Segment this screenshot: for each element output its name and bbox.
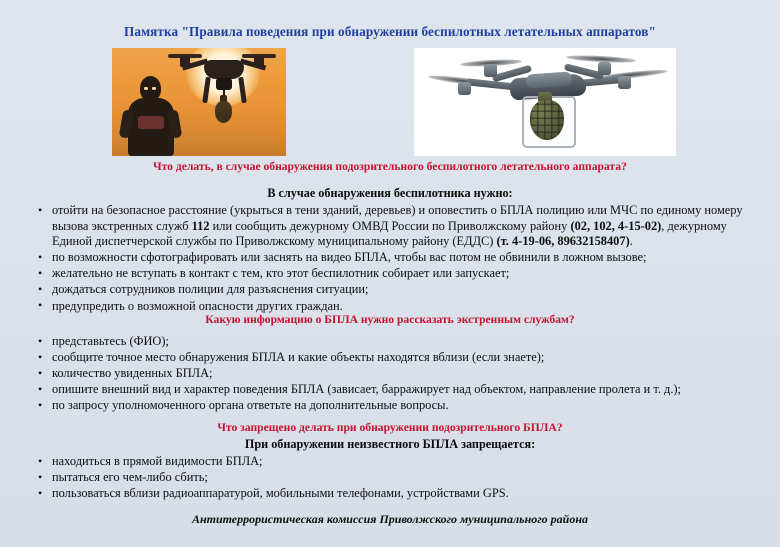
list-item-text: сообщите точное место обнаружения БПЛА и какие объекты находятся вблизи (если знаете);: [52, 350, 545, 365]
drone-motor: [484, 64, 497, 77]
drone-motor: [598, 62, 611, 75]
quadcopter-carrying-grenade-photo: [414, 48, 676, 156]
list-item-text: отойти на безопасное расстояние (укрыться в тени зданий, деревьев) и оповестить о БПЛА полицию или МЧС по единому номеру вызова экстренных служб 112 или сообщить дежурному ОМВД России по Приволжскому району (02, 102, 4-15-02), дежурному Единой диспетчерской службы по Приволжскому муниципальному району (ЕДДС) (т. 4-19-06, 89632158407).: [52, 203, 743, 249]
drone-body: [204, 60, 244, 79]
list-what-info: [34, 334, 750, 414]
list-item: [34, 266, 750, 282]
bullet-list: [34, 334, 750, 414]
image-row: [0, 48, 780, 156]
subheading-what-forbidden: При обнаружении неизвестного БПЛА запрещается:: [244, 437, 536, 451]
list-item-text: количество увиденных БПЛА;: [52, 366, 213, 381]
bullet-list: [34, 454, 750, 502]
grenade-body: [530, 100, 564, 140]
drone-with-grenade-sunset-photo: [112, 48, 286, 156]
list-what-forbidden: [34, 454, 750, 502]
list-item-text: находиться в прямой видимости БПЛА;: [52, 454, 263, 468]
list-item: [34, 366, 750, 382]
list-item: [34, 203, 750, 250]
list-item-text: по запросу уполномоченного органа ответьте на дополнительные вопросы.: [52, 398, 449, 413]
list-item: [34, 486, 750, 502]
drone-motor: [180, 56, 190, 67]
list-item: [34, 334, 750, 350]
list-item: [34, 282, 750, 298]
section-heading-what-info: Какую информацию о БПЛА нужно рассказать экстренным службам?: [205, 313, 575, 326]
list-item-text: по возможности сфотографировать или заснять на видео БПЛА, чтобы вас потом не обвинили в ложном вызове;: [52, 250, 647, 265]
bullet-list: [34, 203, 750, 314]
signature-line: Антитеррористическая комиссия Приволжского муниципального района: [191, 512, 589, 526]
list-item-text: опишите внешний вид и характер поведения БПЛА (зависает, барражирует над объектом, направление пролета и т. д.);: [52, 382, 681, 397]
list-item: [34, 350, 750, 366]
grenade-body: [215, 101, 232, 123]
list-item-text: дождаться сотрудников полиции для разъяснения ситуации;: [52, 282, 369, 297]
list-item: [34, 382, 750, 398]
drone-motor: [458, 82, 471, 95]
section-heading-what-forbidden: Что запрещено делать при обнаружении подозрительного БПЛА?: [217, 421, 563, 434]
list-item-text: предупредить о возможной опасности других граждан.: [52, 298, 343, 313]
list-item-text: пользоваться вблизи радиоаппаратурой, мобильными телефонами, устройствами GPS.: [52, 486, 509, 501]
subheading-what-to-do: В случае обнаружения беспилотника нужно:: [267, 186, 513, 200]
list-item: [34, 250, 750, 266]
drone-motor: [618, 76, 631, 89]
list-what-to-do: [34, 203, 750, 315]
man-eye-right: [152, 87, 156, 90]
list-item-text: желательно не вступать в контакт с тем, кто этот беспилотник собирает или запускает;: [52, 266, 510, 281]
man-eye-left: [144, 87, 148, 90]
list-item-text: пытаться его чем-либо сбить;: [52, 470, 208, 485]
list-item: [34, 299, 750, 315]
list-item: [34, 454, 750, 470]
list-item: [34, 398, 750, 414]
page-title: Памятка "Правила поведения при обнаружении беспилотных летательных аппаратов": [124, 24, 656, 39]
list-item: [34, 470, 750, 486]
section-heading-what-to-do: Что делать, в случае обнаружения подозрительного беспилотного летательного аппарата?: [153, 160, 627, 173]
drone-motor: [254, 56, 264, 67]
remote-controller: [138, 116, 164, 129]
list-item-text: представьтесь (ФИО);: [52, 334, 169, 348]
